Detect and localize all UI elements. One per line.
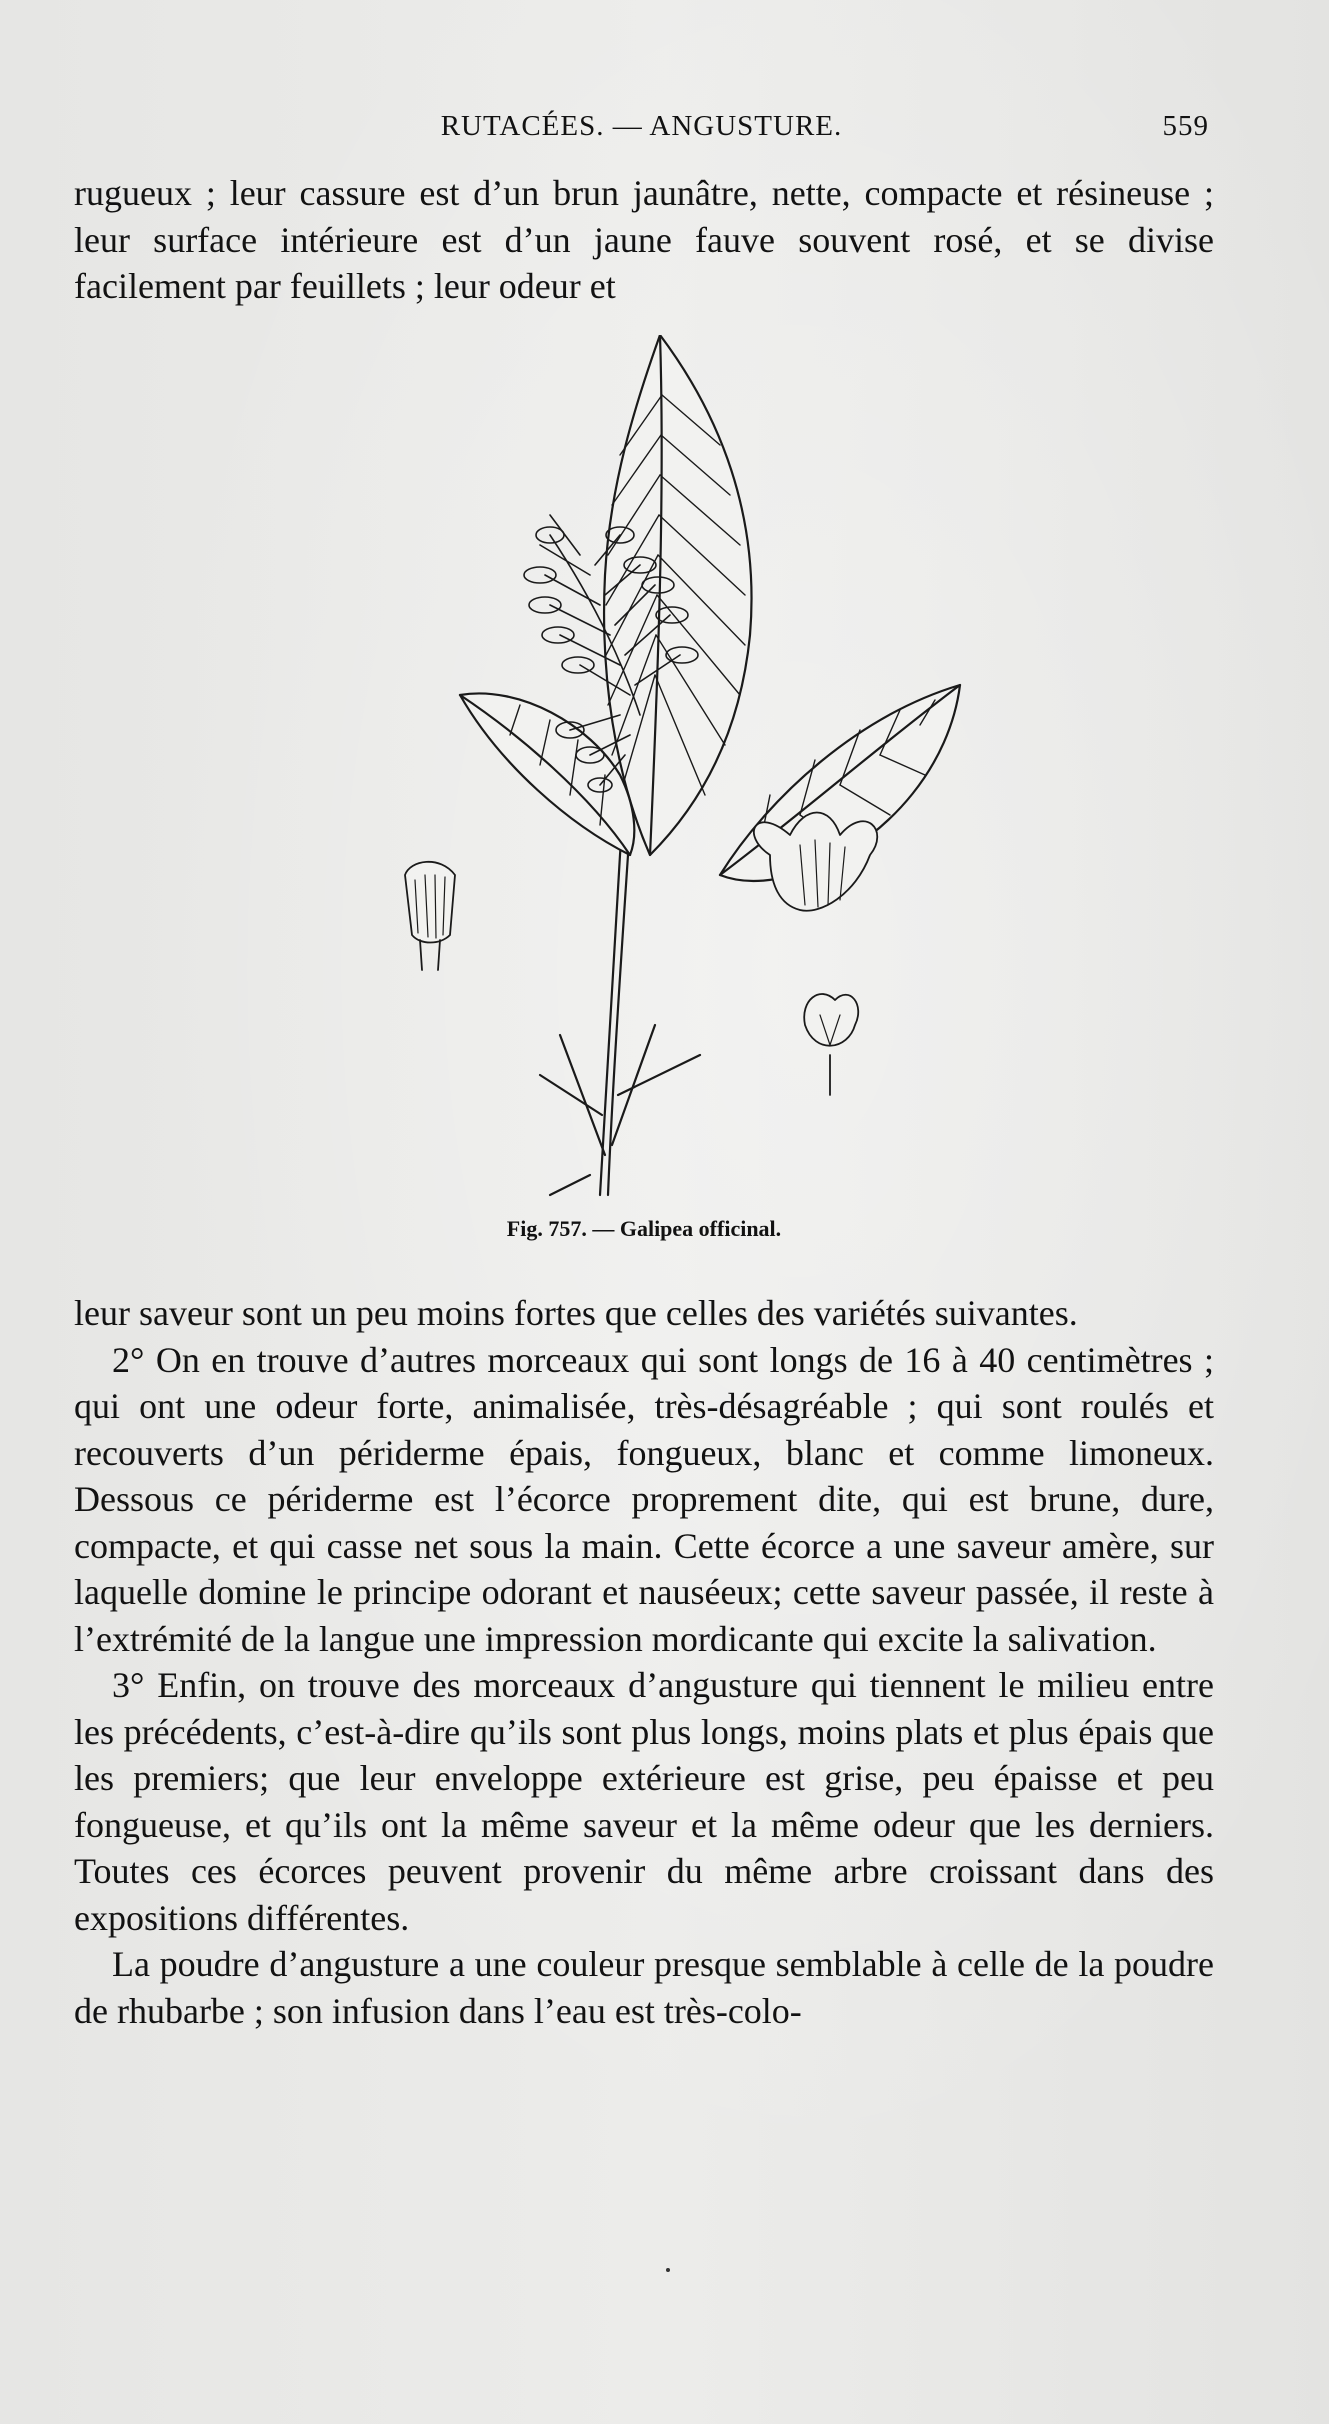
paragraph: 2° On en trouve d’autres morceaux qui sont longs de 16 à 40 centimètres ; qui ont une odeur forte, animalisée, très-désagréable ; qui sont roulés et recouverts d’un périderme épais, fongueux, blanc et comme limoneux. Dessous ce périderme est l’écorce proprement dite, qui est brune, dure, compacte, et qui casse net sous la main. Cette écorce a une saveur amère, sur laquelle domine le principe odorant et nauséeux; cette saveur passée, il reste à l’extrémité de la langue une impression mordicante qui excite la salivation. [74, 1339, 1214, 1659]
bud-detail [804, 994, 858, 1095]
galipea-plant-illustration [300, 335, 1020, 1215]
top-paragraph-block [74, 170, 1214, 310]
figure-caption: Fig. 757. — Galipea officinal. [506, 1216, 782, 1241]
central-leaf [604, 335, 751, 855]
bottom-paragraph-block [74, 1290, 1214, 2034]
flower-detail-left [405, 862, 455, 970]
paragraph: 3° Enfin, on trouve des morceaux d’angusture qui tiennent le milieu entre les précédents, c’est-à-dire qu’ils sont plus longs, moins plats et plus épais que les premiers; que leur enveloppe extérieure est grise, peu épaisse et peu fongueuse, et qu’ils ont la même saveur et la même odeur que les derniers. Toutes ces écorces peuvent provenir du même arbre croissant dans des expositions différentes. [74, 1665, 1214, 1938]
running-head [74, 110, 1209, 154]
flower-detail-right [754, 813, 877, 911]
paragraph: La poudre d’angusture a une couleur presque semblable à celle de la poudre de rhubarbe ; son infusion dans l’eau est très-colo- [74, 1944, 1214, 2031]
stray-mark [666, 2268, 670, 2272]
paragraph: leur saveur sont un peu moins fortes que celles des variétés suivantes. [74, 1293, 1078, 1333]
running-head-title: RUTACÉES. — ANGUSTURE. [440, 110, 843, 142]
page-number: 559 [1162, 110, 1209, 142]
paragraph-continued: rugueux ; leur cassure est d’un brun jaunâtre, nette, compacte et résineuse ; leur surface intérieure est d’un jaune fauve souvent rosé, et se divise facilement par feuillets ; leur odeur et [74, 173, 1214, 306]
